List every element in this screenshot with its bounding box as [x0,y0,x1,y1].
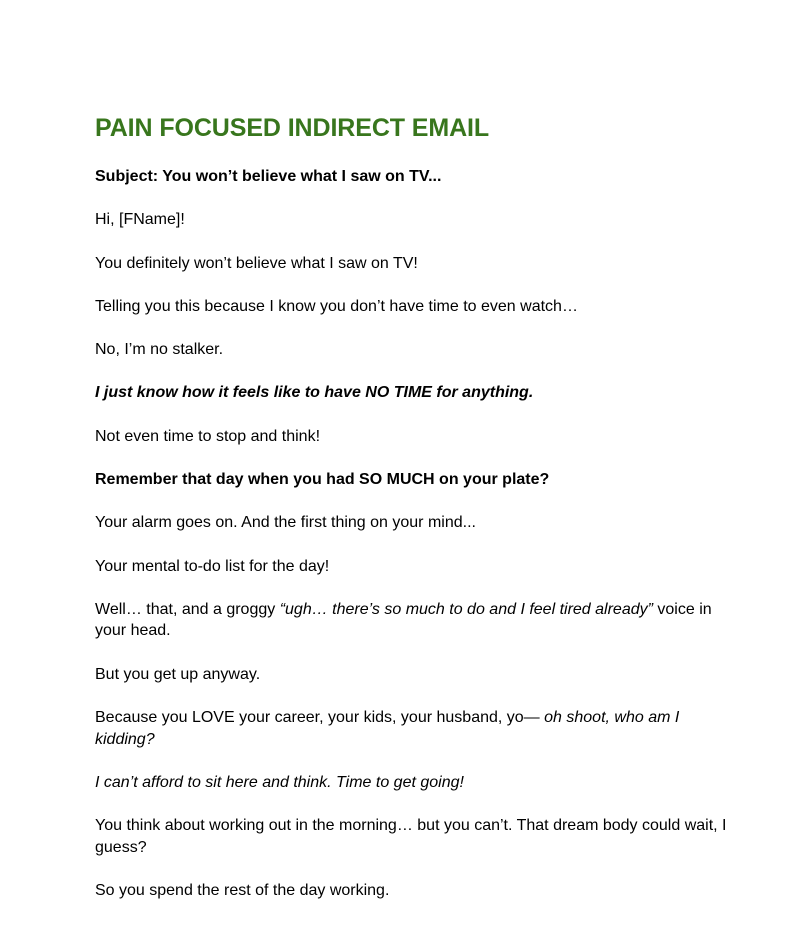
page-title: PAIN FOCUSED INDIRECT EMAIL [95,114,490,142]
paragraph-2: Telling you this because I know you don’t have time to even watch… [95,297,578,315]
paragraph-5: Not even time to stop and think! [95,427,321,445]
paragraph-7: Your alarm goes on. And the first thing on your mind... [95,514,476,532]
paragraph-12: I can’t afford to sit here and think. Time to get going! [95,773,464,791]
paragraph-10: But you get up anyway. [95,665,261,683]
paragraph-11-aside: oh shoot, who am I kidding? [95,709,680,748]
paragraph-3: No, I’m no stalker. [95,341,224,359]
paragraph-9-start: Well… that, and a groggy [95,600,280,618]
paragraph-11-start: Because you LOVE your career, your kids, your husband, yo— [95,709,545,727]
greeting: Hi, [FName]! [95,211,185,229]
paragraph-13: You think about working out in the morning… but you can’t. That dream body could wait, I guess? [95,817,727,856]
paragraph-8: Your mental to-do list for the day! [95,557,330,575]
paragraph-1: You definitely won’t believe what I saw on TV! [95,254,418,272]
paragraph-9-end: voice in your head. [95,600,712,640]
paragraph-9 [95,599,735,642]
paragraph-14: So you spend the rest of the day working. [95,881,390,899]
paragraph-6: Remember that day when you had SO MUCH on your plate? [95,471,550,489]
email-subject: Subject: You won’t believe what I saw on TV... [95,168,442,185]
email-document [95,110,735,901]
paragraph-4: I just know how it feels like to have NO TIME for anything. [95,384,534,402]
paragraph-9-quote: “ugh… there’s so much to do and I feel tired already” [279,600,653,618]
paragraph-11 [95,707,735,750]
